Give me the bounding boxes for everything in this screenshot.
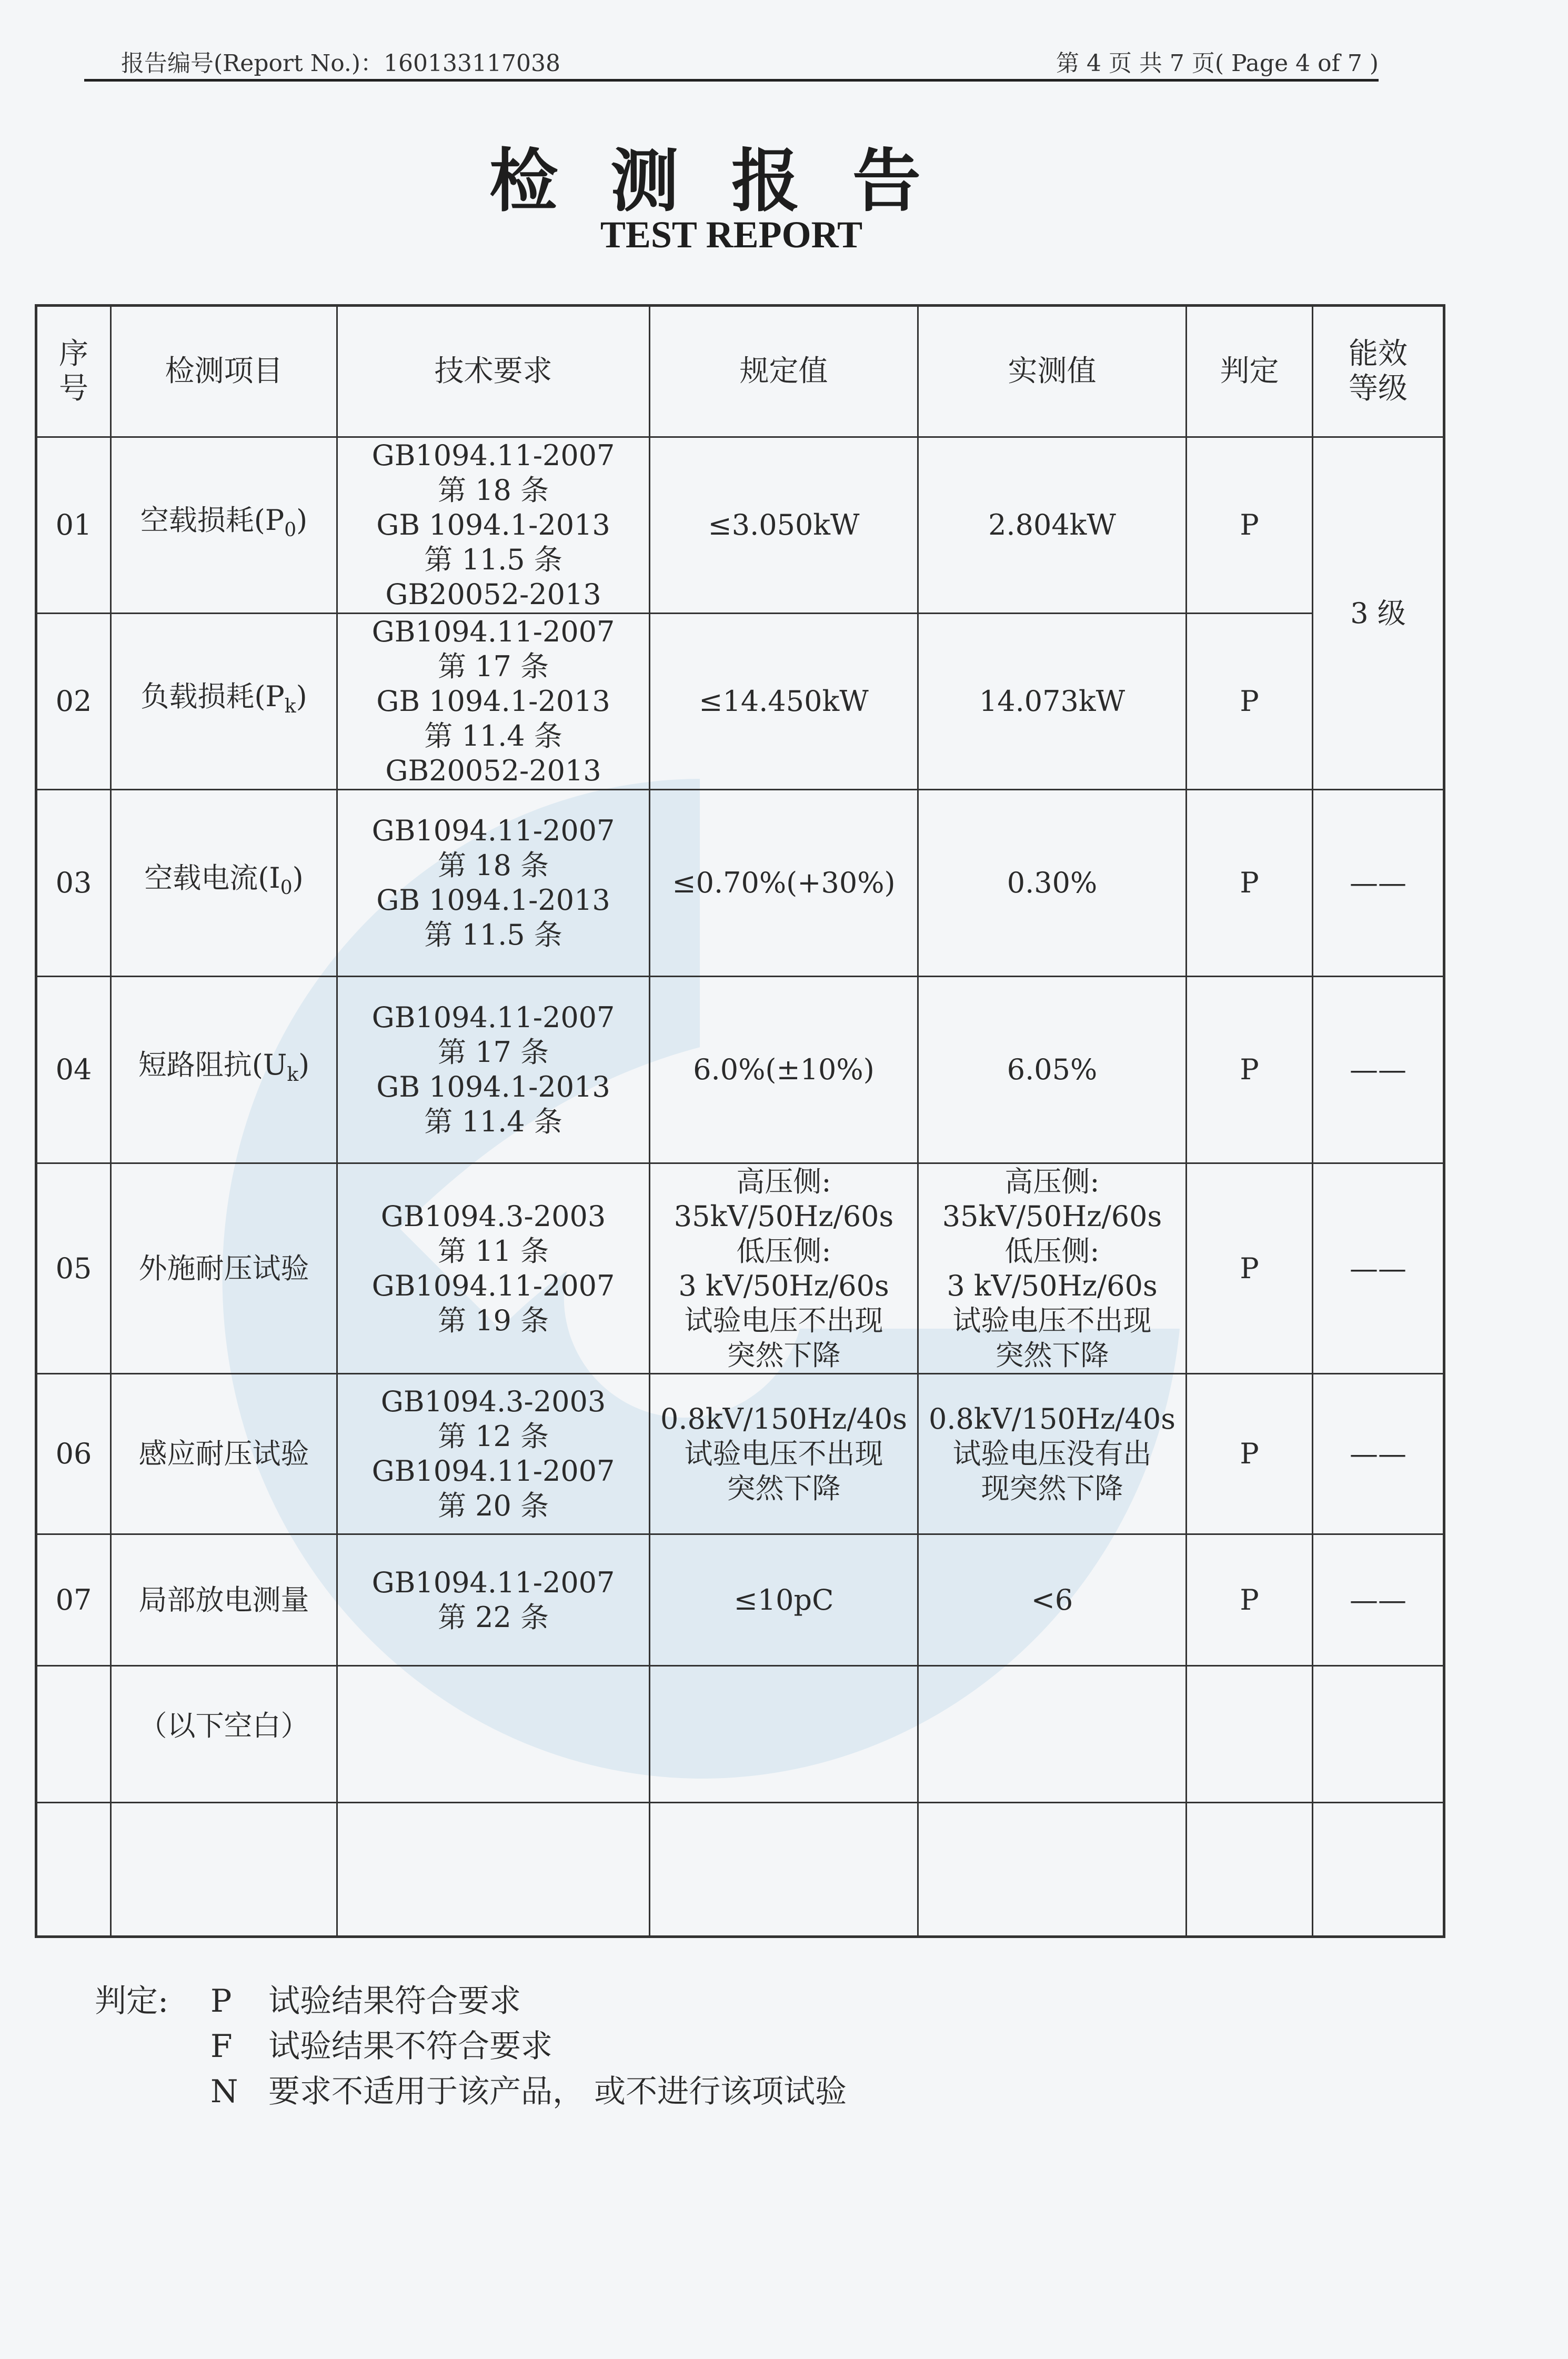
row-verdict: P bbox=[1187, 437, 1313, 614]
row-efficiency: —— bbox=[1313, 790, 1444, 977]
row-verdict: P bbox=[1187, 790, 1313, 977]
row-verdict: P bbox=[1187, 1374, 1313, 1534]
row-spec: ≤10pC bbox=[650, 1534, 918, 1666]
row-spec: ≤3.050kW bbox=[650, 437, 918, 614]
verdict-legend bbox=[95, 1979, 847, 2114]
row-measured: 2.804kW bbox=[918, 437, 1187, 614]
blank-cell bbox=[650, 1666, 918, 1803]
legend-row bbox=[95, 2069, 847, 2114]
row-item: 短路阻抗$(U_k)$ bbox=[111, 977, 337, 1163]
row-measured: 0.8kV/150Hz/40s 试验电压没有出 现突然下降 bbox=[918, 1374, 1187, 1534]
legend-row bbox=[95, 2024, 847, 2069]
col-header-item: 检测项目 bbox=[111, 306, 337, 437]
header-divider bbox=[84, 79, 1379, 82]
table-row bbox=[36, 437, 1444, 614]
row-item: 外施耐压试验 bbox=[111, 1163, 337, 1374]
table-row bbox=[36, 614, 1444, 790]
col-header-verdict: 判定 bbox=[1187, 306, 1313, 437]
legend-text: 要求不适用于该产品， 或不进行该项试验 bbox=[268, 2073, 847, 2110]
legend-code: P bbox=[210, 1983, 232, 2020]
row-spec: 0.8kV/150Hz/40s 试验电压不出现 突然下降 bbox=[650, 1374, 918, 1534]
legend-label: 判定: bbox=[95, 1983, 169, 2020]
row-spec: ≤0.70%(+30%) bbox=[650, 790, 918, 977]
row-no: 05 bbox=[36, 1163, 111, 1374]
blank-cell bbox=[918, 1803, 1187, 1937]
blank-note: （以下空白） bbox=[111, 1666, 337, 1803]
legend-code: F bbox=[210, 2028, 233, 2065]
table-row bbox=[36, 1374, 1444, 1534]
row-requirement: GB1094.3-2003 第 11 条 GB1094.11-2007 第 19 条 bbox=[337, 1163, 650, 1374]
blank-cell bbox=[337, 1666, 650, 1803]
legend-text: 试验结果不符合要求 bbox=[268, 2028, 552, 2065]
row-requirement: GB1094.11-2007 第 22 条 bbox=[337, 1534, 650, 1666]
legend-code: N bbox=[210, 2073, 238, 2110]
row-requirement: GB1094.11-2007 第 17 条 GB 1094.1-2013 第 11.4 条 GB20052-2013 bbox=[337, 614, 650, 790]
row-requirement: GB1094.11-2007 第 17 条 GB 1094.1-2013 第 11.4 条 bbox=[337, 977, 650, 1163]
row-verdict: P bbox=[1187, 614, 1313, 790]
legend-text: 试验结果符合要求 bbox=[268, 1983, 521, 2020]
table-row-blank-note bbox=[36, 1666, 1444, 1803]
row-no: 04 bbox=[36, 977, 111, 1163]
blank-cell bbox=[918, 1666, 1187, 1803]
table-header-row bbox=[36, 306, 1444, 437]
col-header-spec: 规定值 bbox=[650, 306, 918, 437]
blank-cell bbox=[650, 1803, 918, 1937]
row-efficiency: —— bbox=[1313, 1374, 1444, 1534]
title-english: TEST REPORT bbox=[600, 214, 863, 256]
row-no: 06 bbox=[36, 1374, 111, 1534]
blank-cell bbox=[1313, 1666, 1444, 1803]
col-header-no: 序号 bbox=[36, 306, 111, 437]
row-efficiency: —— bbox=[1313, 977, 1444, 1163]
blank-cell bbox=[337, 1803, 650, 1937]
row-no: 01 bbox=[36, 437, 111, 614]
row-measured: 6.05% bbox=[918, 977, 1187, 1163]
col-header-requirement: 技术要求 bbox=[337, 306, 650, 437]
row-measured: 0.30% bbox=[918, 790, 1187, 977]
row-item: 局部放电测量 bbox=[111, 1534, 337, 1666]
row-efficiency: —— bbox=[1313, 1163, 1444, 1374]
row-item: 空载损耗$(P_0)$ bbox=[111, 437, 337, 614]
row-no: 02 bbox=[36, 614, 111, 790]
row-efficiency: —— bbox=[1313, 1534, 1444, 1666]
col-header-efficiency: 能效等级 bbox=[1313, 306, 1444, 437]
blank-cell bbox=[1187, 1803, 1313, 1937]
report-number: 报告编号(Report No.)：160133117038 bbox=[121, 50, 560, 77]
table-row bbox=[36, 1163, 1444, 1374]
title-chinese: 检测报告 bbox=[489, 140, 973, 221]
row-verdict: P bbox=[1187, 1163, 1313, 1374]
blank-cell bbox=[36, 1803, 111, 1937]
row-requirement: GB1094.3-2003 第 12 条 GB1094.11-2007 第 20 条 bbox=[337, 1374, 650, 1534]
row-measured: 高压侧: 35kV/50Hz/60s 低压侧: 3 kV/50Hz/60s 试验电压不出现 突然下降 bbox=[918, 1163, 1187, 1374]
row-measured: 14.073kW bbox=[918, 614, 1187, 790]
table-row bbox=[36, 977, 1444, 1163]
table-row-empty bbox=[36, 1803, 1444, 1937]
row-item: 负载损耗$(P_k)$ bbox=[111, 614, 337, 790]
table-row bbox=[36, 790, 1444, 977]
page-indicator: 第 4 页 共 7 页( Page 4 of 7 ) bbox=[1056, 50, 1379, 77]
row-spec: 高压侧: 35kV/50Hz/60s 低压侧: 3 kV/50Hz/60s 试验电压不出现 突然下降 bbox=[650, 1163, 918, 1374]
row-measured: <6 bbox=[918, 1534, 1187, 1666]
blank-cell bbox=[36, 1666, 111, 1803]
blank-cell bbox=[1313, 1803, 1444, 1937]
table-row bbox=[36, 1534, 1444, 1666]
test-results-table bbox=[35, 304, 1445, 1938]
row-requirement: GB1094.11-2007 第 18 条 GB 1094.1-2013 第 11.5 条 bbox=[337, 790, 650, 977]
row-spec: ≤14.450kW bbox=[650, 614, 918, 790]
row-no: 07 bbox=[36, 1534, 111, 1666]
row-spec: 6.0%(±10%) bbox=[650, 977, 918, 1163]
row-verdict: P bbox=[1187, 1534, 1313, 1666]
row-no: 03 bbox=[36, 790, 111, 977]
row-requirement: GB1094.11-2007 第 18 条 GB 1094.1-2013 第 11.5 条 GB20052-2013 bbox=[337, 437, 650, 614]
row-item: 感应耐压试验 bbox=[111, 1374, 337, 1534]
row-item: 空载电流$(I_0)$ bbox=[111, 790, 337, 977]
legend-row bbox=[95, 1979, 847, 2024]
blank-cell bbox=[1187, 1666, 1313, 1803]
col-header-measured: 实测值 bbox=[918, 306, 1187, 437]
row-verdict: P bbox=[1187, 977, 1313, 1163]
blank-cell bbox=[111, 1803, 337, 1937]
efficiency-grade: 3 级 bbox=[1313, 437, 1444, 790]
